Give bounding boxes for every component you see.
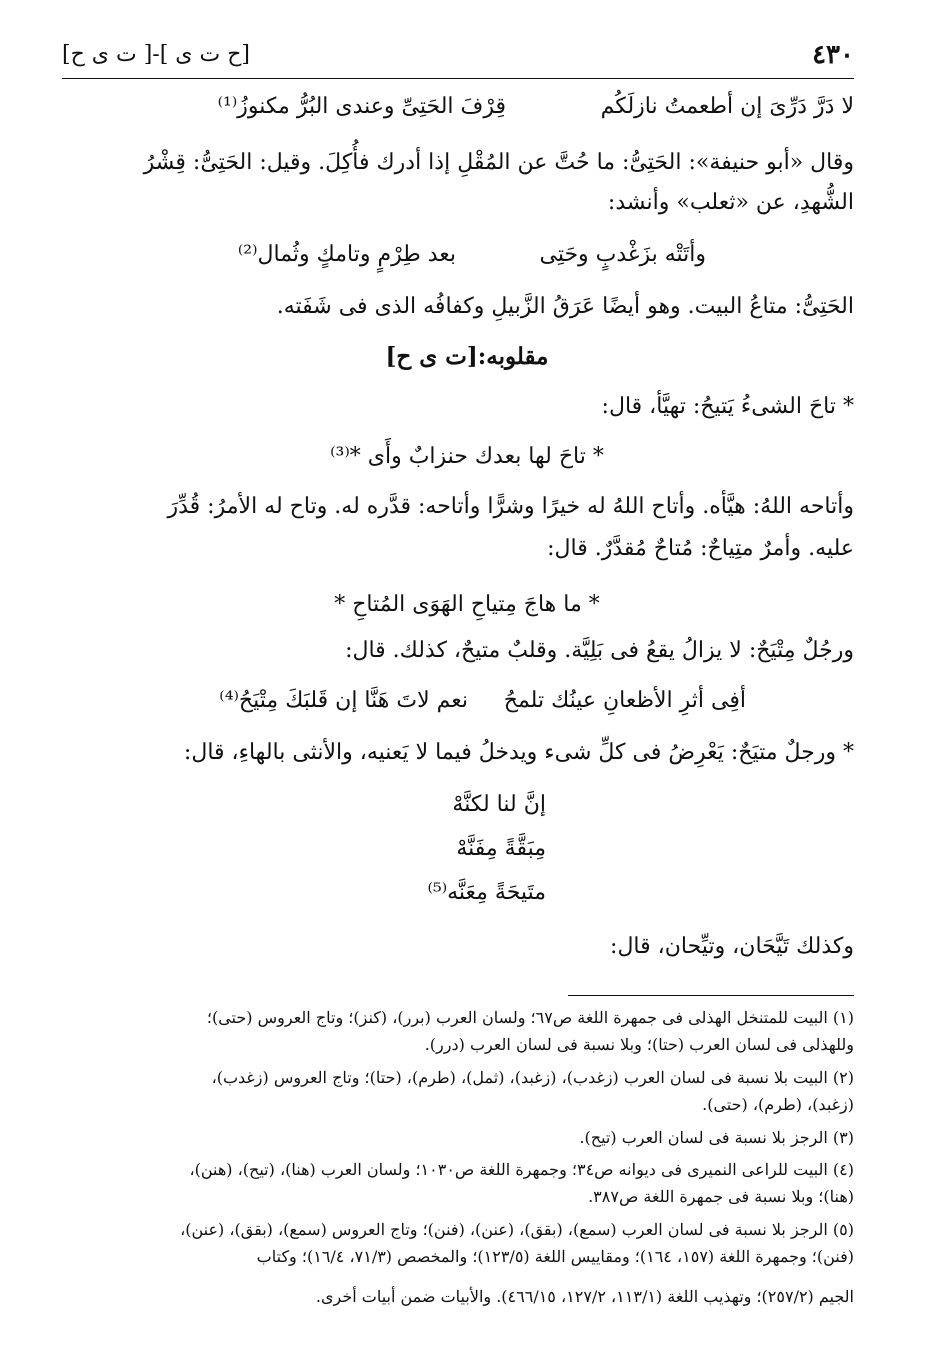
paragraph-line: وأتاحه اللهُ: هيَّأه. وأتاح اللهُ له خيرًا وشرًّا وأتاحه: قدَّره له. وتاح له الأمرُ: قُدِّرَ xyxy=(167,494,854,519)
paragraph-line: * تاحَ الشىءُ يَتيحُ: تهيَّأ، قال: xyxy=(601,394,854,419)
rajaz-line: متَيحَةً مِعَنَّه⁽⁵⁾ xyxy=(427,880,546,905)
footnote-rule xyxy=(568,995,854,996)
paragraph-line: وكذلك تَيَّحَان، وتيِّحان، قال: xyxy=(610,934,854,959)
paragraph-line: عليه. وأمرٌ متِياحٌ: مُتاحٌ مُقدَّرٌ. قال: xyxy=(547,536,854,561)
rajaz-line: مِبَقَّةً مِفَنَّهْ xyxy=(456,836,546,861)
verse1-second-hemistich: قِرْفَ الحَتِىِّ وعندى البُرُّ مكنوزُ⁽¹⁾ xyxy=(217,94,506,119)
footnote-line: (زغبد)، (طرم)، (حتى). xyxy=(702,1095,854,1114)
footnote-line: الجيم (٢٥٧/٢)؛ وتهذيب اللغة (١١٣/١، ١٢٧/٢، ٤٦٦/١٥). والأبيات ضمن أبيات أخرى. xyxy=(315,1287,854,1306)
running-head: [ح ت ى ]-[ ت ى ح] xyxy=(62,42,250,67)
verse3-second-hemistich: نعم لاتَ هَنَّا إن قَلبَكَ مِتْيَحُ⁽⁴⁾ xyxy=(219,688,468,713)
page-number: ٤٣٠ xyxy=(812,40,854,70)
verse3-first-hemistich: أفِى أثرِ الأظعانِ عينُك تلمحُ xyxy=(503,688,746,713)
verse2-first-hemistich: وأتَتْه بزَغْدبٍ وحَتِى xyxy=(539,242,706,267)
section-heading: مقلوبه:[ت ى ح] xyxy=(385,343,549,370)
footnote-line: (٣) الرجز بلا نسبة فى لسان العرب (تيح). xyxy=(579,1128,854,1147)
paragraph-line: ورجُلٌ مِتْيَحٌ: لا يزالُ يقعُ فى بَلِيَّة. وقلبٌ متيحٌ، كذلك. قال: xyxy=(345,638,854,663)
header-rule xyxy=(62,78,854,79)
footnote-line: (٤) البيت للراعى النميرى فى ديوانه ص٣٤؛ وجمهرة اللغة ص١٠٣٠؛ ولسان العرب (هنا)، (تيح)، (هنن)، xyxy=(189,1160,854,1179)
rajaz-line: * ما هاجَ مِتياحِ الهَوَى المُتاحِ * xyxy=(334,592,600,617)
footnote-line: (٥) الرجز بلا نسبة فى لسان العرب (سمع)، (بقق)، (عنن)، (فنن)؛ وتاج العروس (سمع)، (بقق)، (عنن)، xyxy=(180,1220,854,1239)
footnote-line: وللهذلى فى لسان العرب (حتا)؛ وبلا نسبة فى لسان العرب (درر). xyxy=(424,1035,854,1054)
verse1-first-hemistich: لا دَرَّ دَرِّىَ إن أطعمتُ نازلَكُم xyxy=(600,94,854,119)
footnote-line: (٢) البيت بلا نسبة فى لسان العرب (زغدب)، (زغبد)، (ثمل)، (طرم)، (حتا)؛ وتاج العروس (زغدب)، xyxy=(211,1068,854,1087)
rajaz-line: إنَّ لنا لكنَّهْ xyxy=(452,792,546,817)
paragraph-line: وقال «أبو حنيفة»: الحَتِىُّ: ما حُتَّ عن المُقْلِ إذا أدرك فأُكِلَ. وقيل: الحَتِىُّ: قِشْرُ xyxy=(143,150,854,175)
rajaz-line: * تاحَ لها بعدك حنزابٌ وأَى *⁽³⁾ xyxy=(330,444,604,469)
footnote-line: (هنا)؛ وبلا نسبة فى جمهرة اللغة ص٣٨٧. xyxy=(588,1187,854,1206)
verse2-second-hemistich: بعد طِرْمٍ وتامكٍ وثُمال⁽²⁾ xyxy=(237,242,456,267)
paragraph-line: الحَتِىُّ: متاعُ البيت. وهو أيضًا عَرَقُ الزَّبيلِ وكفافُه الذى فى شَفَته. xyxy=(276,294,854,319)
footnote-line: (١) البيت للمتنخل الهذلى فى جمهرة اللغة ص٦٧؛ ولسان العرب (برر)، (كنز)؛ وتاج العروس (حتى)؛ xyxy=(206,1008,854,1027)
page-header xyxy=(62,38,854,80)
paragraph-line: الشُّهدِ، عن «ثعلب» وأنشد: xyxy=(607,190,854,215)
paragraph-line: * ورجلٌ متيَحٌ: يَعْرِضُ فى كلِّ شىء ويدخلُ فيما لا يَعنيه، والأنثى بالهاءِ، قال: xyxy=(183,740,854,765)
footnote-line: (فنن)؛ وجمهرة اللغة (١٥٧، ١٦٤)؛ ومقاييس اللغة (١٢٣/٥)؛ والمخصص (٧١/٣، ١٦/٤)؛ وكتاب xyxy=(256,1247,854,1266)
